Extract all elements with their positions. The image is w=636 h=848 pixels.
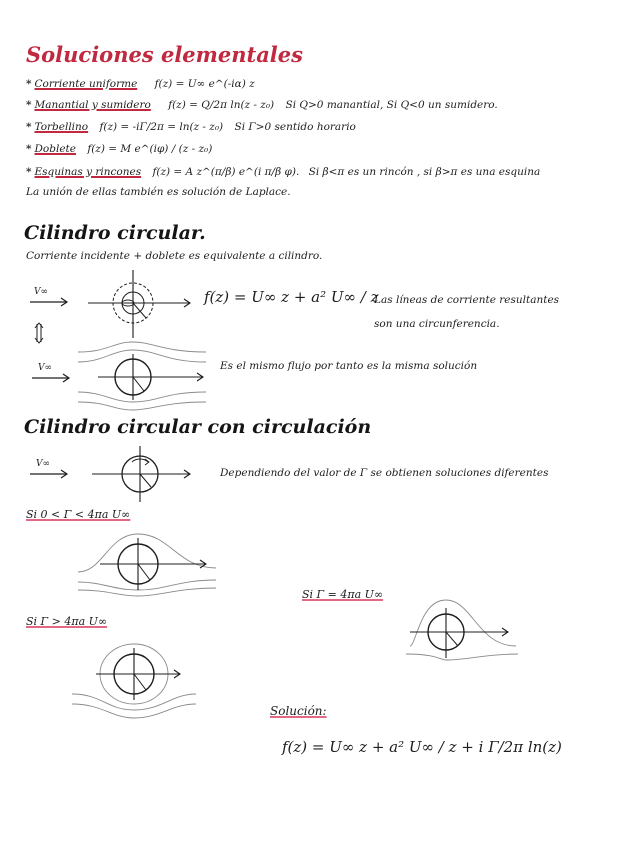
case-low-circulation: Si 0 < Γ < 4πa U∞ — [26, 508, 131, 521]
case-critical-circulation: Si Γ = 4πa U∞ — [302, 588, 384, 601]
cylinder-title: Cilindro circular. — [24, 222, 206, 244]
doublet-formula: f(z) = M e^(iφ) / (z - z₀) — [87, 143, 213, 155]
corners-note: Si β<π es un rincón , si β>π es una esquina — [308, 166, 541, 178]
item-corners: * Esquinas y rincones f(z) = A z^(π/β) e^(i π/β φ). Si β<π es un rincón , si β>π es una esquina — [26, 166, 541, 178]
cylinder-note-line2: son una circunferencia. — [374, 318, 500, 330]
case-low-diagram — [78, 528, 218, 598]
cylinder-note-line1: Las líneas de corriente resultantes — [374, 294, 560, 306]
flow-arrow-icon — [30, 470, 70, 478]
cylinder-velocity-label: V∞ — [34, 287, 48, 297]
case-critical-diagram — [406, 594, 520, 666]
source-sink-note: Si Q>0 manantial, Si Q<0 un sumidero. — [285, 99, 498, 111]
circulation-note: Dependiendo del valor de Γ se obtienen soluciones diferentes — [220, 467, 549, 479]
circulation-cylinder-diagram — [92, 446, 192, 502]
vortex-formula: f(z) = -iΓ/2π = ln(z - z₀) — [99, 121, 224, 133]
flow-arrow-icon — [32, 374, 72, 382]
item-uniform-flow: * Corriente uniforme f(z) = U∞ e^(-iα) z — [26, 78, 255, 90]
vortex-note: Si Γ>0 sentido horario — [234, 121, 356, 133]
uniform-flow-formula: f(z) = U∞ e^(-iα) z — [154, 78, 255, 90]
cylinder-formula: f(z) = U∞ z + a² U∞ / z — [204, 288, 379, 306]
corners-formula: f(z) = A z^(π/β) e^(i π/β φ). — [152, 166, 300, 178]
laplace-footnote: La unión de ellas también es solución de Laplace. — [26, 186, 291, 198]
flow-arrow-icon — [30, 298, 70, 306]
streamline-velocity-label: V∞ — [38, 363, 52, 373]
item-doublet: * Doblete f(z) = M e^(iφ) / (z - z₀) — [26, 143, 213, 155]
same-flow-note: Es el mismo flujo por tanto es la misma solución — [220, 360, 478, 372]
solution-label: Solución: — [270, 704, 327, 718]
case-high-circulation: Si Γ > 4πa U∞ — [26, 615, 108, 628]
streamline-cylinder-diagram — [78, 340, 208, 410]
circulation-title: Cilindro circular con circulación — [24, 416, 372, 438]
case-high-diagram — [72, 636, 198, 724]
circulation-velocity-label: V∞ — [36, 459, 50, 469]
item-vortex: * Torbellino f(z) = -iΓ/2π = ln(z - z₀) Si Γ>0 sentido horario — [26, 121, 356, 133]
page-title: Soluciones elementales — [26, 42, 303, 67]
item-source-sink: * Manantial y sumidero f(z) = Q/2π ln(z - z₀) Si Q>0 manantial, Si Q<0 un sumidero. — [26, 99, 498, 111]
cylinder-subtitle: Corriente incidente + doblete es equivalente a cilindro. — [26, 250, 323, 262]
double-arrow-icon — [34, 322, 44, 344]
source-sink-formula: f(z) = Q/2π ln(z - z₀) — [168, 99, 275, 111]
solution-formula: f(z) = U∞ z + a² U∞ / z + i Γ/2π ln(z) — [282, 738, 562, 756]
doublet-cylinder-diagram — [88, 270, 193, 340]
